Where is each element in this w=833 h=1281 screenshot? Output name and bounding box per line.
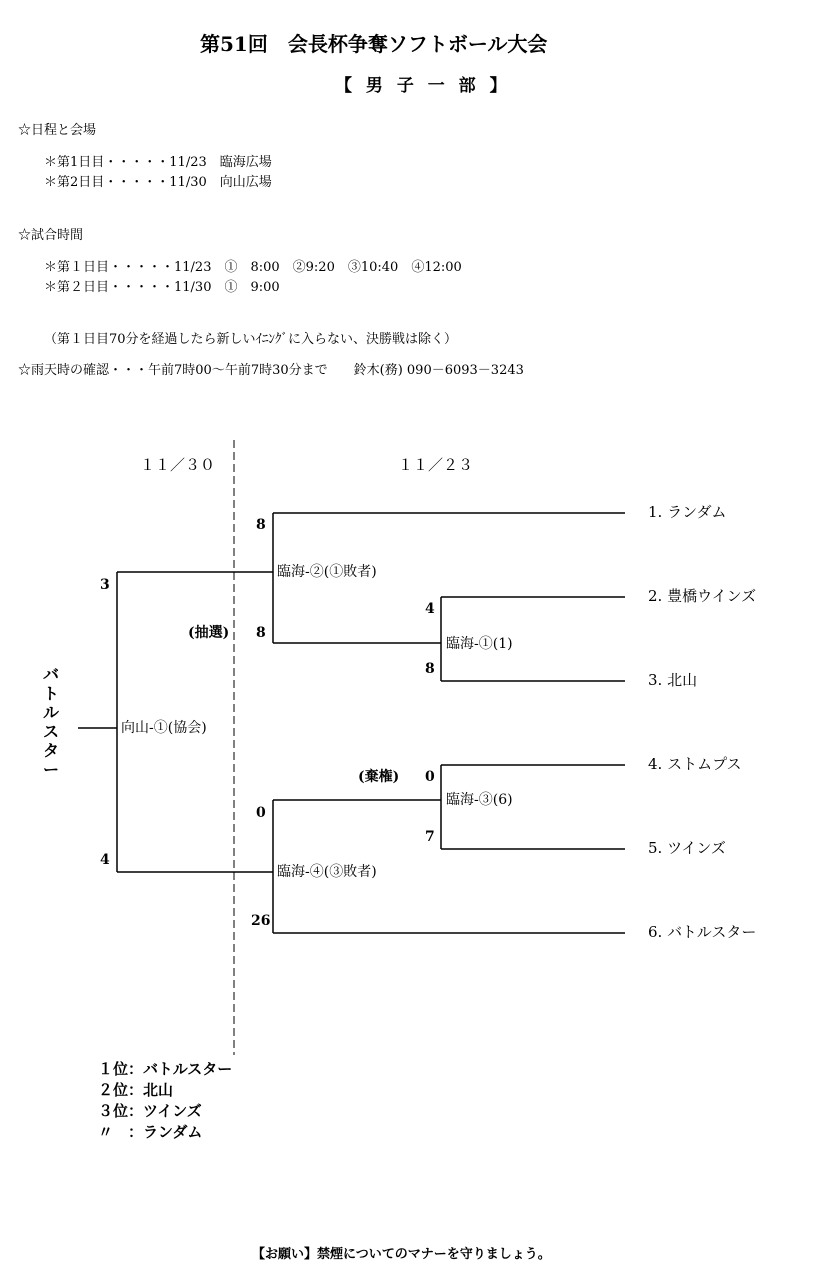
times-line: ＊第２日目・・・・・11/30 ① 9:00 [44,280,280,295]
date-day1: １１／２３ [398,456,474,474]
score-m4-top: 0 [256,805,266,821]
team-name: 1. ランダム [648,503,727,521]
match-label-final: 向山-①(協会) [121,720,207,736]
team-name: 3. 北山 [648,671,698,689]
result-line: ３位：ツインズ [98,1102,202,1120]
times-line: ＊第１日目・・・・・11/23 ① 8:00 ②9:20 ③10:40 ④12:00 [44,260,462,275]
schedule-line: ＊第1日目・・・・・11/23 臨海広場 [44,155,272,170]
team-name: 4. ストムプス [648,755,742,773]
score-m3-bottom: 7 [425,829,435,845]
score-final-top: 3 [100,577,110,593]
match-label-m2: 臨海-②(①敗者) [277,564,377,580]
score-m1-top: 4 [425,601,435,617]
team-name: 5. ツインズ [648,839,726,857]
division-subtitle: 【 男 子 一 部 】 [335,76,511,96]
schedule-heading: ☆日程と会場 [18,123,97,138]
times-note: （第１日目70分を経過したら新しいｲﾆﾝｸﾞに入らない、決勝戦は除く） [44,332,458,347]
score-m2-bottom: 8 [256,625,266,641]
champion-name: バ ト ル ス タ ー [42,665,59,779]
score-final-bottom: 4 [100,852,110,868]
forfeit-note: (棄権) [358,769,400,785]
score-m2-top: 8 [256,517,266,533]
schedule-line: ＊第2日目・・・・・11/30 向山広場 [44,175,272,190]
footer-note: 【お願い】禁煙についてのマナーを守りましょう。 [252,1247,551,1262]
result-line: １位：バトルスター [98,1060,233,1078]
team-name: 2. 豊橋ウインズ [648,587,757,605]
result-line: 〃 ：ランダム [98,1123,203,1141]
lottery-note: (抽選) [188,625,230,641]
rain-contact: ☆雨天時の確認・・・午前7時00～午前7時30分まで 鈴木(務) 090－6093－3243 [18,363,524,378]
date-day2: １１／３０ [140,456,216,474]
team-name: 6. バトルスター [648,923,757,941]
match-label-m1: 臨海-①(1) [446,636,513,652]
score-m3-top: 0 [425,769,435,785]
score-m4-bottom: 26 [251,913,271,929]
match-label-m4: 臨海-④(③敗者) [277,864,377,880]
page-title: 第51回 会長杯争奪ソフトボール大会 [200,32,548,56]
result-line: ２位：北山 [98,1081,174,1099]
score-m1-bottom: 8 [425,661,435,677]
match-label-m3: 臨海-③(6) [446,792,513,808]
times-heading: ☆試合時間 [18,228,84,243]
